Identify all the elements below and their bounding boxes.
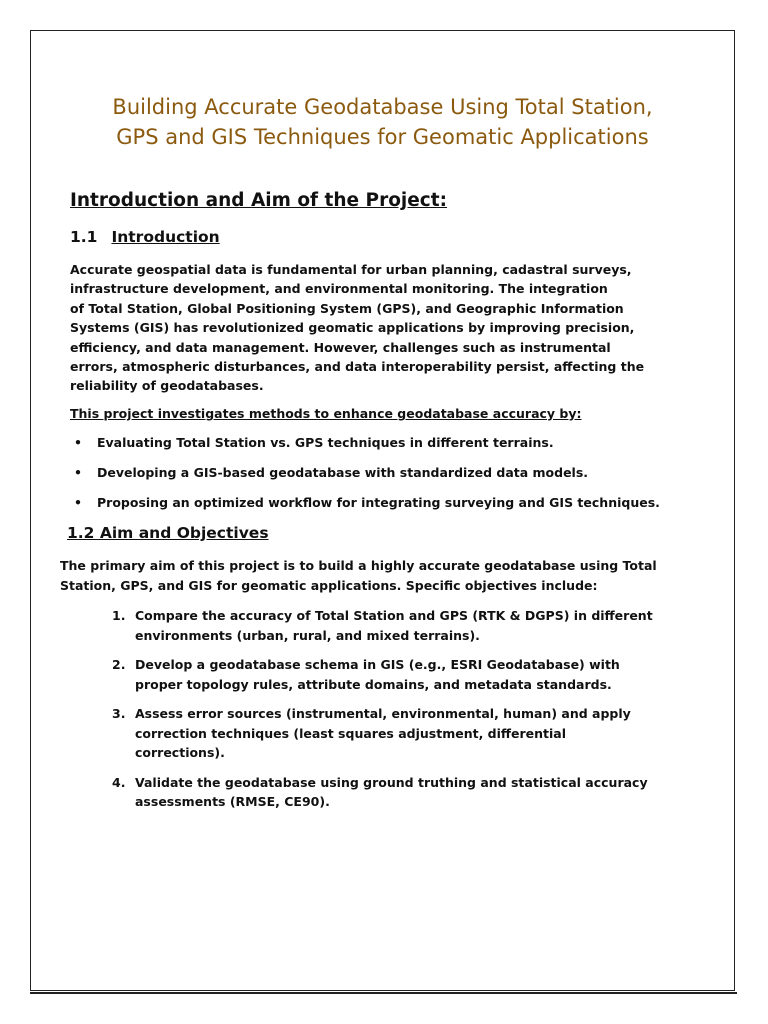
bullet-icon: •: [74, 495, 82, 510]
intro-paragraph-line: errors, atmospheric disturbances, and data interoperability persist, affecting the: [70, 359, 645, 375]
intro-paragraph: [70, 260, 660, 396]
objectives-list: [112, 606, 653, 822]
intro-paragraph-line: Systems (GIS) has revolutionized geomatic applications by improving precision,: [70, 320, 635, 336]
objective-line: assessments (RMSE, CE90).: [135, 794, 330, 809]
objective-line: corrections).: [135, 745, 225, 760]
intro-paragraph-line: infrastructure development, and environmental monitoring. The integration: [70, 281, 608, 297]
aim-paragraph-line: Station, GPS, and GIS for geomatic applications. Specific objectives include:: [60, 577, 598, 593]
objective-line: Develop a geodatabase schema in GIS (e.g., ESRI Geodatabase) with: [135, 657, 620, 672]
objective-line: correction techniques (least squares adjustment, differential: [135, 725, 567, 741]
list-item: [70, 493, 660, 523]
objective-line: environments (urban, rural, and mixed terrains).: [135, 627, 480, 643]
objective-item: [112, 704, 653, 763]
intro-paragraph-line: Accurate geospatial data is fundamental for urban planning, cadastral surveys,: [70, 262, 632, 277]
document-title: [30, 92, 735, 152]
objective-line: Validate the geodatabase using ground truthing and statistical accuracy: [135, 774, 648, 790]
intro-bullet-list: [70, 433, 660, 523]
objective-item: [112, 773, 653, 812]
objective-number: 4.: [112, 774, 126, 790]
aim-paragraph-line: The primary aim of this project is to build a highly accurate geodatabase using Total: [60, 558, 657, 573]
aim-paragraph: [60, 556, 720, 595]
intro-heading-label: Introduction: [111, 228, 220, 246]
section-heading: Introduction and Aim of the Project:: [70, 190, 448, 211]
objective-number: 3.: [112, 706, 126, 721]
bullet-icon: •: [74, 435, 82, 450]
list-item: [70, 463, 660, 493]
objective-number: 1.: [112, 608, 126, 623]
bullet-icon: •: [74, 465, 82, 480]
document-title-line: Building Accurate Geodatabase Using Total Station,: [112, 95, 653, 119]
aim-heading: 1.2 Aim and Objectives: [67, 524, 269, 542]
intro-lead-in: This project investigates methods to enhance geodatabase accuracy by:: [70, 406, 582, 421]
objective-item: [112, 606, 653, 645]
document-title-line: GPS and GIS Techniques for Geomatic Applications: [116, 125, 649, 149]
objective-line: proper topology rules, attribute domains, and metadata standards.: [135, 676, 612, 692]
list-item-text: Evaluating Total Station vs. GPS techniques in different terrains.: [97, 435, 554, 450]
objective-item: [112, 655, 653, 694]
objective-line: Compare the accuracy of Total Station and GPS (RTK & DGPS) in different: [135, 608, 653, 623]
list-item-text: Proposing an optimized workflow for integrating surveying and GIS techniques.: [97, 495, 660, 510]
intro-paragraph-line: reliability of geodatabases.: [70, 378, 264, 394]
intro-paragraph-line: efficiency, and data management. However, challenges such as instrumental: [70, 339, 611, 355]
intro-heading: [70, 228, 220, 246]
list-item-text: Developing a GIS-based geodatabase with standardized data models.: [97, 465, 589, 480]
intro-heading-number: 1.1: [70, 228, 98, 246]
objective-line: Assess error sources (instrumental, environmental, human) and apply: [135, 706, 631, 721]
intro-paragraph-line: of Total Station, Global Positioning System (GPS), and Geographic Information: [70, 300, 624, 316]
list-item: [70, 433, 660, 463]
objective-number: 2.: [112, 657, 126, 672]
